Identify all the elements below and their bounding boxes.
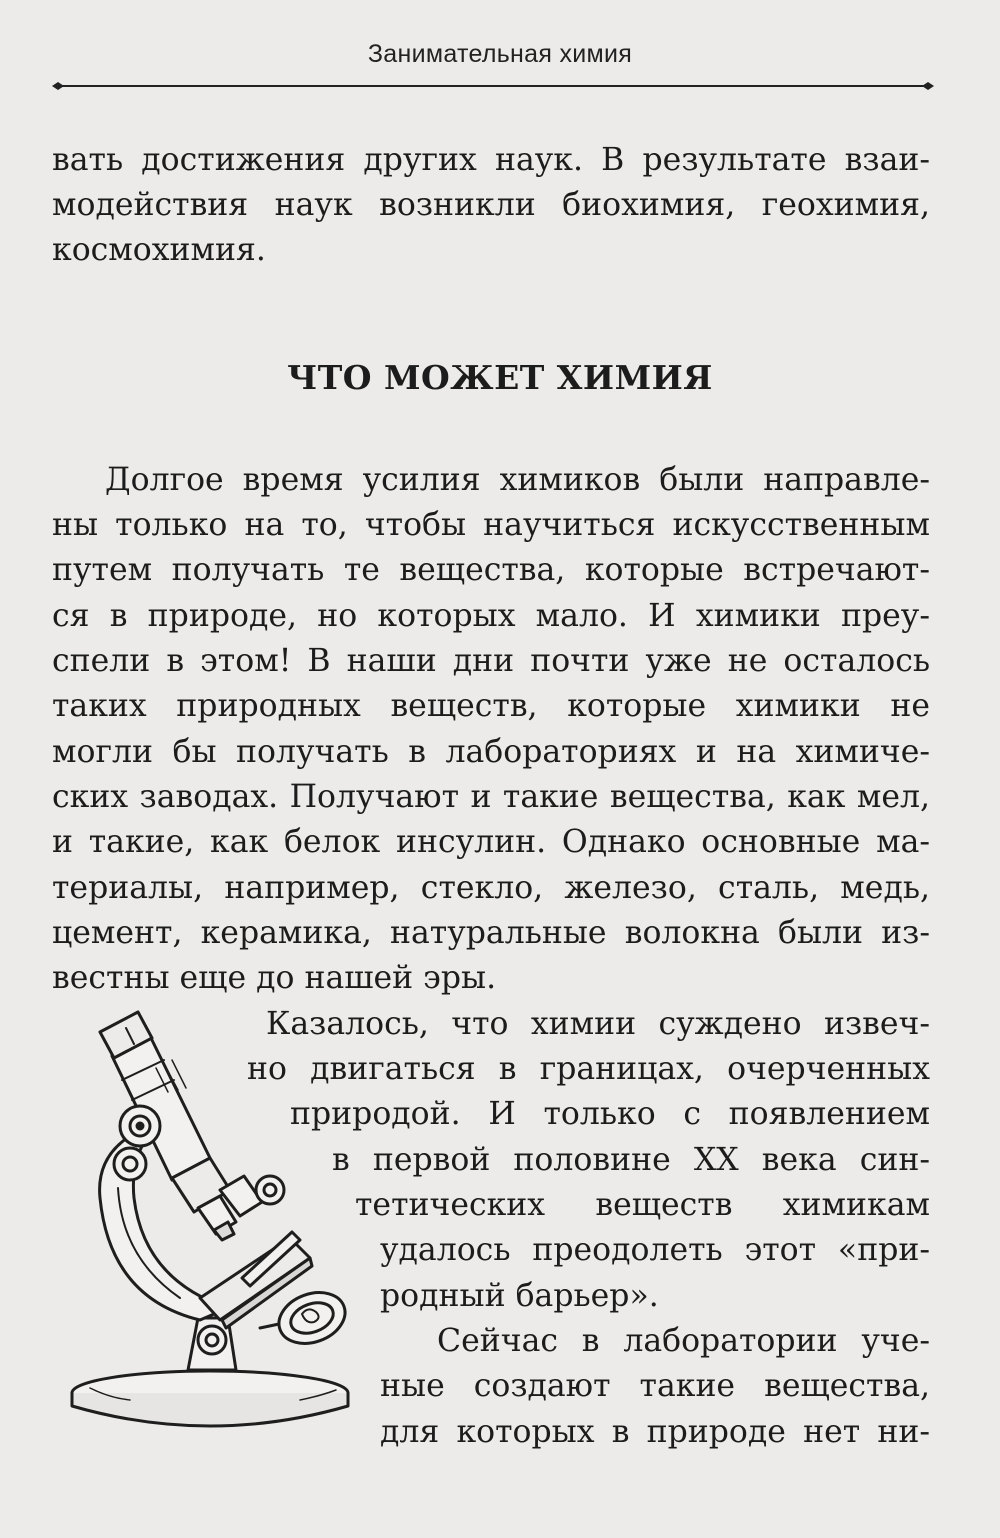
text-line: ся в природе, но которых мало. И химики преу- (52, 598, 930, 634)
text-line: удалось преодолеть этот «при- (380, 1232, 930, 1268)
text-line: спели в этом! В наши дни почти уже не осталось (52, 643, 930, 679)
text-line: таких природных веществ, которые химики не (52, 688, 930, 724)
text-line: вать достижения других наук. В результате взаи- (52, 142, 930, 178)
text-line: тетических веществ химикам (355, 1187, 930, 1223)
text-line: цемент, керамика, натуральные волокна были из- (52, 915, 930, 951)
text-line: и такие, как белок инсулин. Однако основные ма- (52, 824, 930, 860)
text-line: вестны еще до нашей эры. (52, 960, 497, 996)
text-line: путем получать те вещества, которые встречают- (52, 552, 930, 588)
text-line: космохимия. (52, 232, 266, 268)
text-line: для которых в природе нет ни- (380, 1414, 930, 1450)
text-line: модействия наук возникли биохимия, геохимия, (52, 187, 930, 223)
header-rule (52, 80, 934, 92)
text-line: Казалось, что химии суждено извеч- (266, 1006, 930, 1042)
text-line: Долгое время усилия химиков были направле- (105, 462, 930, 498)
text-line: могли бы получать в лабораториях и на химиче- (52, 734, 930, 770)
text-line: ные создают такие вещества, (380, 1368, 930, 1404)
microscope-icon (60, 1008, 380, 1428)
text-line: в первой половине XX века син- (332, 1142, 930, 1178)
section-heading: ЧТО МОЖЕТ ХИМИЯ (287, 358, 713, 397)
text-line: ских заводах. Получают и такие вещества, как мел, (52, 779, 930, 815)
text-line: ны только на то, чтобы научиться искусственным (52, 507, 930, 543)
text-line: природой. И только с появлением (290, 1096, 930, 1132)
text-line: Сейчас в лаборатории уче- (437, 1323, 930, 1359)
text-line: родный барьер». (380, 1278, 659, 1314)
text-line: но двигаться в границах, очерченных (247, 1051, 930, 1087)
running-title: Занимательная химия (367, 40, 633, 68)
text-line: териалы, например, стекло, железо, сталь, медь, (52, 870, 930, 906)
